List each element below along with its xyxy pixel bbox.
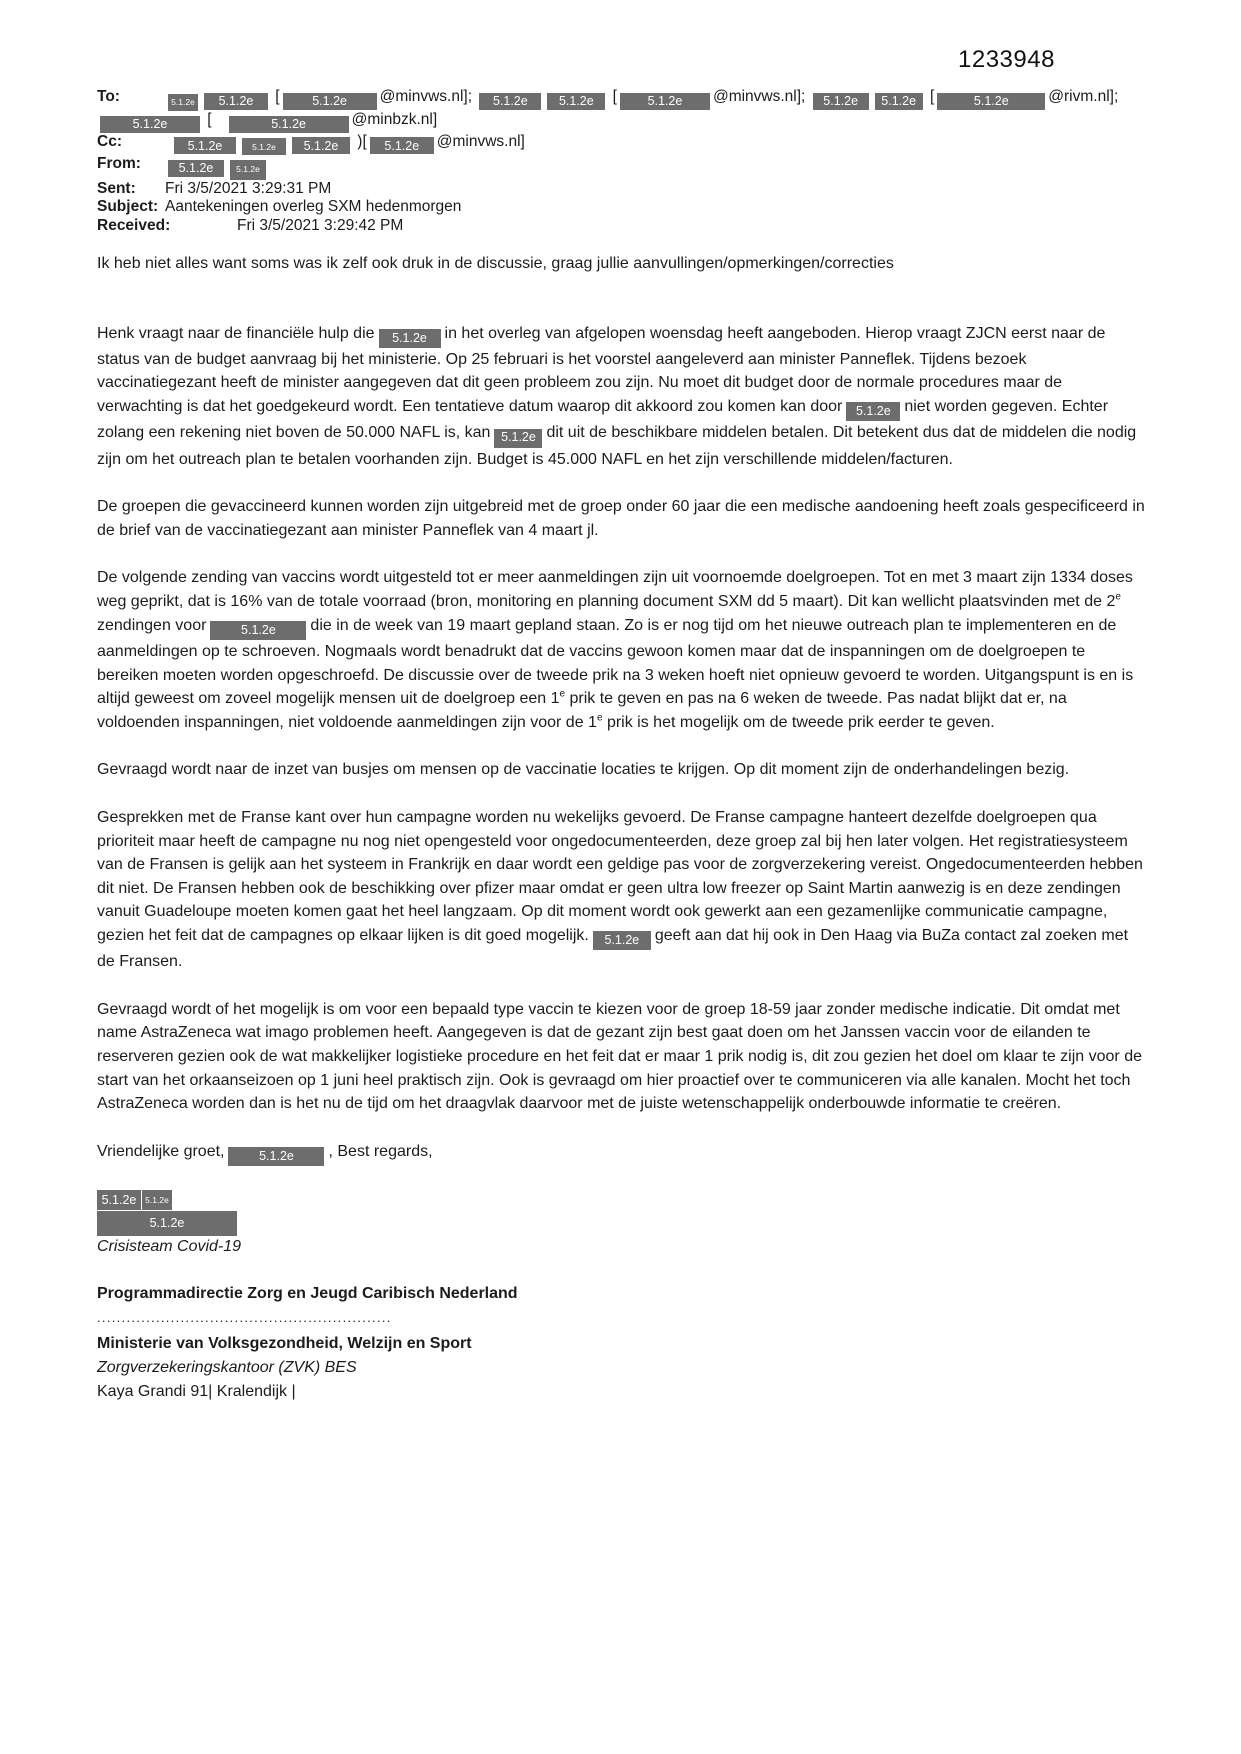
text-segment: Henk vraagt naar de financiële hulp die: [97, 324, 375, 342]
signature-line: [97, 1190, 1149, 1211]
redaction-box: 5.1.2e: [937, 93, 1045, 110]
text-segment: zendingen voor: [97, 616, 207, 634]
header-field-value: [165, 155, 269, 176]
email-header: [97, 88, 1149, 235]
redaction-box: 5.1.2e: [875, 93, 923, 110]
redaction-box: 5.1.2e: [168, 160, 224, 177]
text-segment: @minvws.nl];: [379, 88, 477, 105]
redaction-box: 5.1.2e: [620, 93, 710, 110]
text-segment: niet worden gegeven. Echter zolang een rekening niet boven de 50.000 NAFL is, kan: [97, 398, 1109, 442]
spacer: [212, 123, 226, 124]
document-number: 1233948: [958, 46, 1055, 73]
redaction-box: 5.1.2e: [292, 137, 350, 154]
header-field-value: [165, 198, 461, 215]
header-row: [97, 133, 1149, 156]
body-paragraph: [97, 495, 1149, 542]
header-field-value: [165, 88, 1119, 108]
text-segment: @minbzk.nl]: [351, 110, 438, 128]
redaction-box: 5.1.2e: [100, 116, 200, 133]
redaction-box: 5.1.2e: [242, 138, 286, 155]
redaction-box: 5.1.2e: [228, 1147, 324, 1166]
text-segment: )[: [353, 132, 367, 150]
text-segment: dit uit de beschikbare middelen betalen. Dit betekent dus dat de middelen die nodig zijn om het outreach plan te betalen voorhanden zijn. Budget is 45.000 NAFL en het zijn verschillende middelen/facturen.: [97, 424, 1137, 468]
redaction-box: 5.1.2e: [494, 429, 542, 448]
redaction-box: 5.1.2e: [210, 621, 306, 640]
redaction-box: 5.1.2e: [97, 1190, 141, 1210]
header-field-label: Cc:: [97, 132, 122, 150]
header-field-value: [165, 217, 403, 234]
signature-block: [97, 1190, 1149, 1402]
redaction-box: 5.1.2e: [204, 93, 268, 110]
text-segment: [: [203, 110, 212, 128]
body-paragraph: [97, 1140, 1149, 1166]
signature-line: [97, 1381, 1149, 1402]
signature-line: [97, 1236, 1149, 1257]
text-segment: Zorgverzekeringskantoor (ZVK) BES: [97, 1359, 357, 1377]
signature-line: [97, 1211, 1149, 1236]
text-segment: @minvws.nl]: [436, 132, 525, 150]
redaction-box: 5.1.2e: [174, 137, 236, 154]
superscript: e: [1115, 591, 1121, 603]
text-segment: De groepen die gevaccineerd kunnen worden zijn uitgebreid met de groep onder 60 jaar die een medische aandoening heeft zoals gespecificeerd in de brief van de vaccinatiegezant aan minister Panneflek van 4 maart jl.: [97, 498, 1145, 539]
body-paragraph: [97, 998, 1149, 1116]
header-field-label: Sent:: [97, 179, 136, 197]
text-segment: [: [608, 88, 617, 105]
text-segment: prik te geven en pas na 6 weken de tweede. Pas nadat blijkt dat er, na voldoenden inspanningen, niet voldoende aanmeldingen zijn voor de 1: [97, 690, 1067, 731]
text-segment: Vriendelijke groet,: [97, 1142, 225, 1160]
text-segment: De volgende zending van vaccins wordt uitgesteld tot er meer aanmeldingen zijn uit voornoemde doelgroepen. Tot en met 3 maart zijn 1334 doses weg geprikt, dat is 16% van de totale voorraad (bron, monitoring en planning document SXM dd 5 maart). Dit kan wellicht plaatsvinden met de 2: [97, 569, 1133, 611]
text-segment: Fri 3/5/2021 3:29:31 PM: [165, 179, 332, 197]
spacer: [165, 145, 171, 146]
body-paragraph: [97, 252, 1149, 276]
header-row: [97, 155, 1149, 179]
header-field-label: Subject:: [97, 198, 159, 215]
text-segment: [: [271, 88, 280, 105]
redaction-box: 5.1.2e: [379, 329, 441, 348]
body-paragraph: [97, 322, 1149, 472]
redaction-box: 5.1.2e: [593, 931, 651, 950]
redaction-box: 5.1.2e: [846, 402, 900, 421]
text-segment: , Best regards,: [328, 1142, 433, 1160]
header-row: [97, 198, 1149, 217]
superscript: e: [559, 688, 566, 700]
header-field-value: [165, 180, 331, 197]
text-segment: @rivm.nl];: [1048, 88, 1119, 105]
text-segment: die in de week van 19 maart gepland staan. Zo is er nog tijd om het nieuwe outreach plan te implementeren en de aanmeldingen op te schroeven. Nogmaals wordt benadrukt dat de vaccins gewoon komen maar dat de inspanningen om de doelgroepen te bereiken moeten worden opgeschroefd. De discussie over de tweede prik na 3 weken hoeft niet opnieuw gevoerd te worden. Uitgangspunt is en is altijd geweest om zoveel mogelijk mensen uit de doelgroep een 1: [97, 616, 1134, 708]
body-paragraph: [97, 806, 1149, 974]
text-segment: Ik heb niet alles want soms was ik zelf ook druk in de discussie, graag jullie aanvullingen/opmerkingen/correcties: [97, 255, 894, 272]
header-row: [97, 180, 1149, 199]
email-document: [97, 88, 1149, 1405]
text-segment: Programmadirectie Zorg en Jeugd Caribisch Nederland: [97, 1285, 518, 1303]
text-segment: Kaya Grandi 91| Kralendijk |: [97, 1383, 296, 1401]
text-segment: [: [925, 88, 935, 105]
signature-line: [97, 1283, 1149, 1304]
text-segment: @minvws.nl];: [712, 88, 810, 105]
header-field-value: [97, 110, 438, 131]
text-segment: Fri 3/5/2021 3:29:42 PM: [237, 216, 404, 234]
text-segment: Aantekeningen overleg SXM hedenmorgen: [165, 198, 462, 215]
body-paragraph: [97, 758, 1149, 782]
redaction-box: 5.1.2e: [370, 137, 434, 154]
redaction-box: 5.1.2e: [813, 93, 869, 110]
text-segment: Gevraagd wordt of het mogelijk is om voor een bepaald type vaccin te kiezen voor de groep 18-59 jaar zonder medische indicatie. Dit omdat met name AstraZeneca wat imago problemen heeft. Aangegeven is dat de gezant zijn best gaat doen om het Janssen vaccin voor de eilanden te reserveren gezien ook de wat makkelijker logistieke procedure en het feit dat er maar 1 prik nodig is, dit zou gezien het doel om klaar te zijn voor de start van het orkaanseizoen op 1 juni heel praktisch zijn. Ook is gevraagd om hier proactief over te communiceren via alle kanalen. Mocht het toch AstraZeneca worden dan is het nu de tijd om het draagvlak daarvoor met de juiste wetenschappelijk onderbouwde informatie te creëren.: [97, 1000, 1142, 1113]
signature-line: [97, 1357, 1149, 1378]
header-field-value: [165, 132, 525, 153]
signature-line: [97, 1307, 1149, 1328]
redaction-box: 5.1.2e: [547, 93, 605, 110]
text-segment: ............................................................: [97, 1310, 392, 1326]
redaction-box: 5.1.2e: [97, 1211, 237, 1236]
text-segment: Gesprekken met de Franse kant over hun campagne worden nu wekelijks gevoerd. De Franse campagne hanteert dezelfde doelgroepen qua prioriteit maar heeft de campagne nu nog niet opengesteld voor ongedocumenteerden, deze groep zal bij hen later volgen. Het registratiesysteem van de Fransen is gelijk aan het systeem in Frankrijk en daar wordt een geldige pas voor de zorgverzekering vereist. Ongedocumenteerden hebben dit niet. De Fransen hebben ook de beschikking over pfizer maar omdat er geen ultra low freezer op Saint Martin aanwezig is en deze zendingen vanuit Guadeloupe moeten komen gaat het heel langzaam. Op dit moment wordt ook gewerkt aan een gezamenlijke communicatie campagne, gezien het feit dat de campagnes op elkaar lijken is dit goed mogelijk.: [97, 808, 1143, 944]
spacer: [165, 229, 237, 230]
header-field-label: To:: [97, 88, 120, 105]
header-row: [97, 217, 1149, 236]
text-segment: prik is het mogelijk om de tweede prik eerder te geven.: [602, 713, 995, 731]
header-field-label: From:: [97, 155, 141, 173]
superscript: e: [596, 712, 603, 724]
header-field-label: Received:: [97, 216, 171, 234]
header-row: [97, 111, 1149, 133]
redaction-box: 5.1.2e: [479, 93, 541, 110]
body-paragraph: [97, 566, 1149, 734]
email-body: [97, 252, 1149, 1166]
text-segment: Crisisteam Covid-19: [97, 1238, 242, 1256]
signature-line: [97, 1333, 1149, 1354]
text-segment: in het overleg van afgelopen woensdag heeft aangeboden. Hierop vraagt ZJCN eerst naar de status van de budget aanvraag bij het ministerie. Op 25 februari is het voorstel aangeleverd aan minister Panneflek. Tijdens bezoek vaccinatiegezant heeft de minister aangegeven dat dit geen probleem zou zijn. Nu moet dit budget door de normale procedures maar de verwachting is dat het goedgekeurd wordt. Een tentatieve datum waarop dit akkoord zou komen kan door: [97, 324, 1106, 416]
header-row: [97, 88, 1149, 111]
redaction-box: 5.1.2e: [142, 1190, 172, 1210]
text-segment: Ministerie van Volksgezondheid, Welzijn en Sport: [97, 1335, 472, 1353]
text-segment: Gevraagd wordt naar de inzet van busjes om mensen op de vaccinatie locaties te krijgen. Op dit moment zijn de onderhandelingen bezig.: [97, 761, 1070, 779]
text-segment: geeft aan dat hij ook in Den Haag via BuZa contact zal zoeken met de Fransen.: [97, 926, 1129, 971]
redaction-box: 5.1.2e: [229, 116, 349, 133]
redaction-box: 5.1.2e: [283, 93, 377, 110]
redaction-box: 5.1.2e: [230, 160, 266, 180]
redaction-box: 5.1.2e: [168, 94, 198, 111]
